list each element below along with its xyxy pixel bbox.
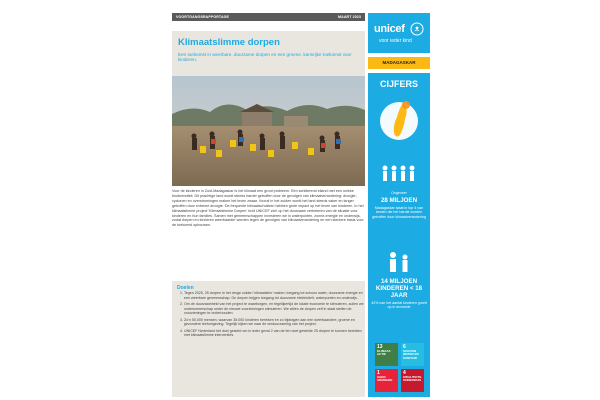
stat-population-value: 28 MILJOEN xyxy=(380,197,418,204)
figures-title: CIJFERS xyxy=(379,79,418,89)
goals-box xyxy=(172,281,365,397)
report-date-label: MAART 2023 xyxy=(338,15,361,19)
stat-population-desc: Madagaskar staat in top 4 van landen die het hardst worden getroffen door klimaatverandering xyxy=(372,206,426,219)
page-title: Klimaatslimme dorpen xyxy=(178,37,280,48)
goal-item: 2. Om de duurzaamheid van het project te waarborgen, en tegelijkertijd de lokale economie te stimuleren, zullen we ondernemerschap onder de nieuwe voorzieningen stimuleren. We willen de dorpen zelf in staat stellen de voorzieningen te onderhouden. xyxy=(184,302,364,316)
figures-panel xyxy=(368,73,430,397)
cover-photo xyxy=(172,76,365,186)
unicef-logo xyxy=(368,13,430,53)
goals-list xyxy=(177,291,364,340)
people-group-icon xyxy=(379,163,419,187)
globe-emblem-icon xyxy=(410,22,424,36)
sidebar xyxy=(368,13,430,397)
child-icon xyxy=(384,251,414,273)
title-box xyxy=(172,31,365,79)
report-page xyxy=(172,13,430,397)
sdg-1-no-poverty: 1 GEEN ARMOEDE xyxy=(375,369,398,392)
stat-population-intro: Ongeveer xyxy=(391,191,407,195)
sdg-4-quality-education: 4 KWALITEITS-ONDERWIJS xyxy=(401,369,424,392)
goal-item: 3. Zo'n 50.000 mensen, waarvan 35.000 kinderen bereiken en zo bijdragen aan een weerbaardere, groene en gezondere leefomgeving. Tegelijk kijken we naar de verduurzaming van het project. xyxy=(184,318,364,327)
page-subtitle: Een toekomst in weerbare, duurzame dorpen en een groene, kansrijke toekomst voor kinderen. xyxy=(178,52,352,63)
madagascar-map-icon xyxy=(379,95,419,147)
goals-title: Doelen xyxy=(177,285,194,291)
logo-wordmark: unicef xyxy=(374,23,405,35)
logo-tagline: voor ieder kind xyxy=(379,38,412,44)
goal-item: 1. Tegen 2025, 25 dorpen in het droge zuiden 'klimaatslim' maken: toegang tot schoon water, duurzame energie en een weerbare gemeenschap. De dorpen krijgen toegang tot duurzame elektriciteit, waterpunten en onderwijs. xyxy=(184,291,364,300)
sdg-13-climate-action: 13 KLIMAAT-ACTIE xyxy=(375,343,398,366)
goal-item: 4. UNICEF Nederland het doel gesteld om in ieder geval 2 van de ten doel gestelde 25 dorpen te kunnen bereiken met klimaatslimme interventies. xyxy=(184,329,364,338)
country-label: MADAGASKAR xyxy=(368,57,430,69)
sdg-6-clean-water: 6 SCHOON WATER EN SANITAIR xyxy=(401,343,424,366)
village-photo-image xyxy=(172,76,365,186)
report-type-label: VOORTGANGSRAPPORTAGE xyxy=(176,15,230,19)
stat-children-desc: 42% van het aantal kinderen groeit op in armoede xyxy=(371,301,427,310)
stat-children-value: 14 MILJOEN KINDEREN < 18 JAAR xyxy=(375,278,423,299)
intro-paragraph: Voor de kinderen in Zuid-Madagaskar is het klimaat een groot probleem. Een schitterend eiland met een unieke biodiversiteit. Dit prachtige land wordt steeds harder getroffen door de gevolgen van klimaatverandering: droogte, cyclonen en overstromingen maken het leven zwaar. Vooral in het zuiden wordt het land steeds vaker en langer getroffen door extreme droogte. De frequente klimaatschokken hebben grote impact op het leven van kinderen. In het klimaatslimme project 'Klimaatslimme Dorpen' richt UNICEF zich op het duurzaam verbeteren van de situatie voor kinderen en hun families. Samen met gemeenschappen investeren we in waterpunten, zonne-energie en onderwijs, zodat dorpen en kinderen weerbaarder worden tegen de gevolgen van klimaatverandering en een sterkere basis voor de toekomst opbouwen. xyxy=(172,189,364,228)
report-header-bar xyxy=(172,13,365,21)
